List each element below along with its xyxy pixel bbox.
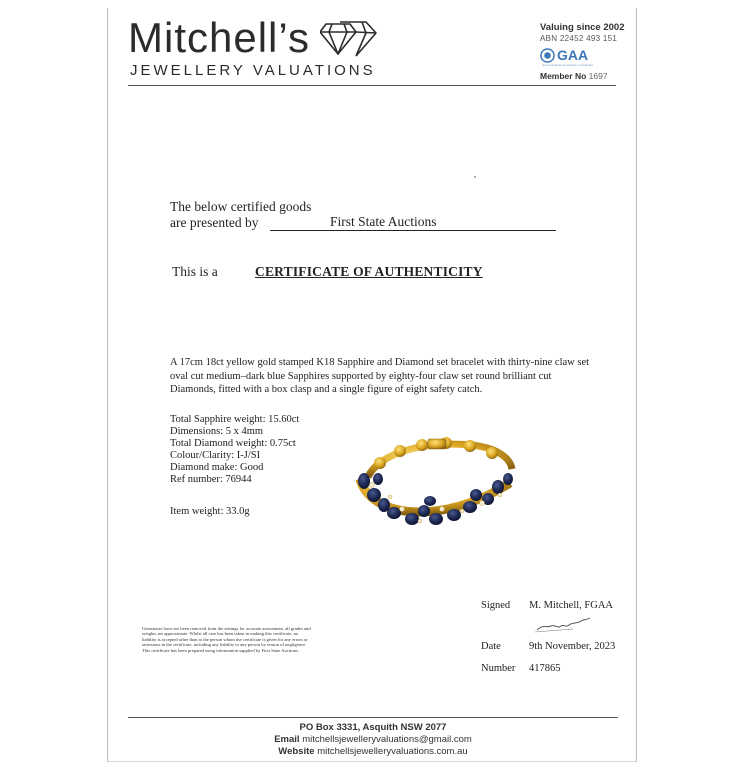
spec-dimensions: Dimensions: 5 x 4mm <box>170 426 264 437</box>
abn-number: ABN 22452 493 151 <box>540 34 618 43</box>
certificate-title: CERTIFICATE OF AUTHENTICITY <box>255 264 483 279</box>
stray-mark <box>474 176 476 178</box>
spec-ref-number: Ref number: 76944 <box>170 474 252 485</box>
email-address: mitchellsjewelleryvaluations@gmail.com <box>302 734 472 745</box>
signed-value: M. Mitchell, FGAA <box>529 600 613 611</box>
gaa-label: GAA <box>557 47 589 63</box>
brand-name: Mitchell’s <box>128 14 310 61</box>
member-label: Member No <box>540 71 587 81</box>
valuing-since: Valuing since 2002 <box>540 22 625 33</box>
address-text: PO Box 3331, Asquith NSW 2077 <box>299 722 447 733</box>
gaa-subtitle: Gemmological Association of Australia <box>542 63 593 67</box>
gaa-globe-icon <box>540 48 555 63</box>
item-weight: Item weight: 33.0g <box>170 506 250 517</box>
header-divider <box>128 85 616 86</box>
spec-diamond-weight: Total Diamond weight: 0.75ct <box>170 438 296 449</box>
presented-by-label: are presented by <box>170 215 259 230</box>
disclaimer-text: Gemstones have not been removed from the settings for accurate assessment, all grades and weights are approximate. Whilst all care has been taken in making this certificate, no liability is accepted other than to the person whom the certificate is given for any errors or omissions in the certificate, including any liability to any person by reason of negligence. This certificate has been prepared using information supplied by First State Auctions. <box>142 626 311 653</box>
number-value: 417865 <box>529 663 561 674</box>
member-number: 1697 <box>588 71 608 81</box>
handwritten-signature <box>533 614 593 634</box>
footer-divider <box>128 717 618 718</box>
footer-website <box>128 746 618 757</box>
email-label: Email <box>274 734 300 745</box>
item-description: A 17cm 18ct yellow gold stamped K18 Sapphire and Diamond set bracelet with thirty-nine claw set oval cut medium–dark blue Sapphires supported by eighty-four claw set round brilliant cut Diamonds, fitted with a box clasp and a single figure of eight safety catch. <box>170 357 590 395</box>
website-label: Website <box>278 746 315 757</box>
number-label: Number <box>481 663 516 674</box>
diamond-logo-icon <box>320 18 378 58</box>
certified-goods-line: The below certified goods <box>170 199 312 214</box>
footer-email <box>128 734 618 745</box>
spec-sapphire-weight: Total Sapphire weight: 15.60ct <box>170 414 300 425</box>
footer-address <box>128 722 618 733</box>
spec-colour-clarity: Colour/Clarity: I-J/SI <box>170 450 261 461</box>
brand-tagline: JEWELLERY VALUATIONS <box>130 62 376 79</box>
presented-to-field: First State Auctions <box>270 214 556 231</box>
gaa-logo <box>540 46 600 68</box>
signed-label: Signed <box>481 600 511 611</box>
member-info <box>540 71 608 81</box>
bracelet-photo <box>350 437 522 529</box>
spec-diamond-make: Diamond make: Good <box>170 462 264 473</box>
website-url: mitchellsjewelleryvaluations.com.au <box>317 746 468 757</box>
this-is-a-label: This is a <box>172 264 218 279</box>
specs-list <box>170 414 299 486</box>
date-label: Date <box>481 641 501 652</box>
date-value: 9th November, 2023 <box>529 641 616 652</box>
